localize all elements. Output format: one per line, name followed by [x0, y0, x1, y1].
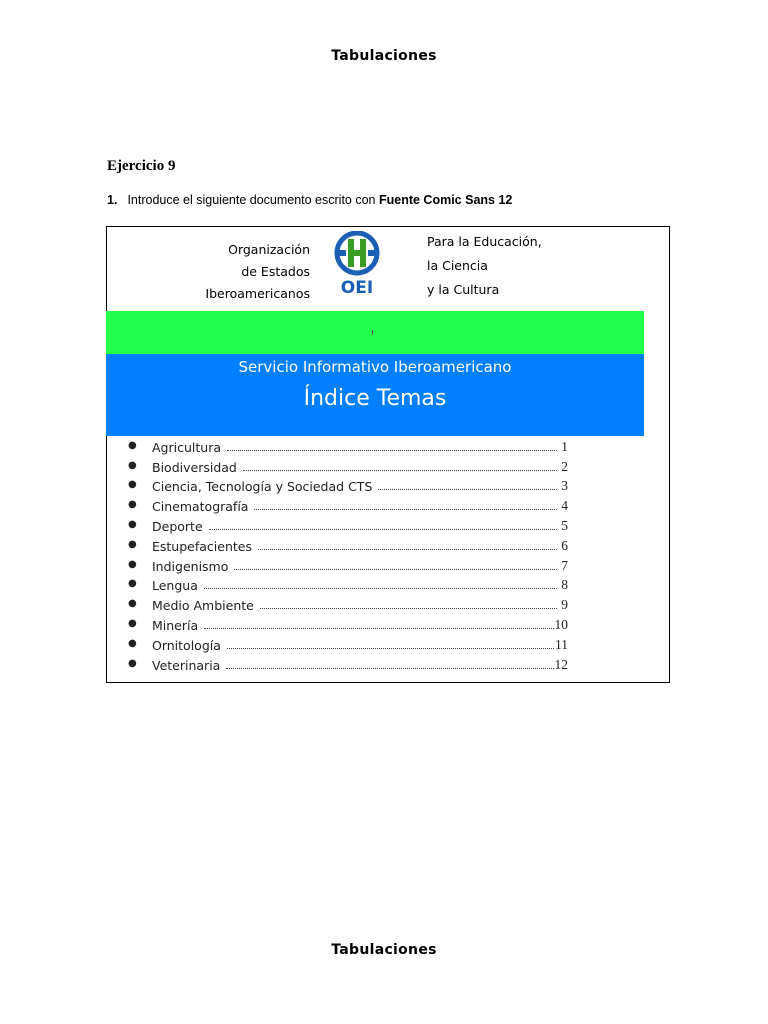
org-line: la Ciencia — [427, 258, 488, 273]
bullet-icon: ● — [128, 637, 137, 649]
dot-leader — [227, 449, 557, 451]
dot-leader — [226, 667, 553, 669]
table-of-contents — [128, 435, 568, 673]
toc-label: Agricultura — [152, 439, 221, 455]
banner-marker — [372, 330, 373, 335]
oei-logo-icon — [333, 231, 381, 297]
org-line: de Estados — [241, 264, 310, 279]
toc-item — [128, 534, 568, 554]
toc-item — [128, 633, 568, 653]
toc-label: Biodiversidad — [152, 459, 237, 475]
toc-item — [128, 554, 568, 574]
toc-item — [128, 475, 568, 495]
toc-item — [128, 455, 568, 475]
toc-page: 6 — [561, 537, 568, 553]
dot-leader — [260, 607, 557, 609]
toc-item — [128, 435, 568, 455]
toc-page: 11 — [555, 636, 568, 652]
toc-label: Lengua — [152, 578, 198, 594]
instruction-bold: Fuente Comic Sans 12 — [378, 193, 513, 207]
toc-label: Deporte — [152, 518, 203, 534]
dot-leader — [254, 508, 557, 510]
bullet-icon: ● — [128, 499, 137, 511]
toc-page: 5 — [561, 517, 568, 533]
bullet-icon: ● — [128, 479, 137, 491]
toc-label: Cinematografía — [152, 499, 249, 515]
org-line: Organización — [228, 242, 310, 257]
bullet-icon: ● — [128, 538, 137, 550]
bullet-icon: ● — [128, 439, 137, 451]
green-banner — [106, 311, 644, 354]
dot-leader — [209, 528, 557, 530]
instruction-text: Introduce el siguiente documento escrito con — [127, 193, 379, 207]
toc-page: 10 — [554, 616, 568, 632]
toc-page: 9 — [561, 597, 568, 613]
dot-leader — [258, 548, 557, 550]
toc-item — [128, 593, 568, 613]
bullet-icon: ● — [128, 657, 137, 669]
toc-label: Minería — [152, 617, 199, 633]
toc-label: Indigenismo — [152, 558, 229, 574]
instruction — [107, 193, 512, 207]
dot-leader — [204, 627, 553, 629]
toc-label: Ciencia, Tecnología y Sociedad CTS — [152, 479, 373, 495]
toc-page: 7 — [561, 557, 568, 573]
toc-page: 3 — [561, 478, 568, 494]
org-line: Para la Educación, — [427, 234, 542, 249]
logo-text: OEI — [340, 278, 374, 297]
toc-item — [128, 494, 568, 514]
toc-page: 4 — [561, 498, 568, 514]
toc-item — [128, 514, 568, 534]
bullet-icon: ● — [128, 558, 137, 570]
toc-page: 1 — [561, 438, 568, 454]
org-line: y la Cultura — [427, 282, 500, 297]
footer-title: Tabulaciones — [331, 942, 437, 958]
org-name-left — [186, 239, 310, 305]
toc-label: Veterinaria — [152, 657, 221, 673]
bullet-icon: ● — [128, 598, 137, 610]
toc-item — [128, 613, 568, 633]
dot-leader — [378, 488, 557, 490]
service-title: Servicio Informativo Iberoamericano — [238, 358, 512, 376]
dot-leader — [234, 568, 557, 570]
blue-banner — [106, 354, 644, 436]
index-title: Índice Temas — [303, 386, 447, 411]
bullet-icon: ● — [128, 518, 137, 530]
toc-item — [128, 653, 568, 673]
toc-label: Medio Ambiente — [152, 598, 254, 614]
dot-leader — [204, 587, 557, 589]
toc-label: Estupefacientes — [152, 538, 252, 554]
toc-page: 2 — [561, 458, 568, 474]
bullet-icon: ● — [128, 459, 137, 471]
toc-label: Ornitología — [152, 637, 221, 653]
toc-page: 8 — [561, 577, 568, 593]
org-name-right — [427, 230, 587, 302]
exercise-title: Ejercicio 9 — [107, 158, 176, 174]
toc-item — [128, 574, 568, 594]
header-title: Tabulaciones — [331, 48, 437, 64]
dot-leader — [243, 469, 557, 471]
toc-page: 12 — [554, 656, 568, 672]
org-line: Iberoamericanos — [205, 286, 310, 301]
bullet-icon: ● — [128, 617, 137, 629]
bullet-icon: ● — [128, 578, 137, 590]
instruction-number: 1. — [107, 193, 118, 207]
dot-leader — [227, 647, 554, 649]
